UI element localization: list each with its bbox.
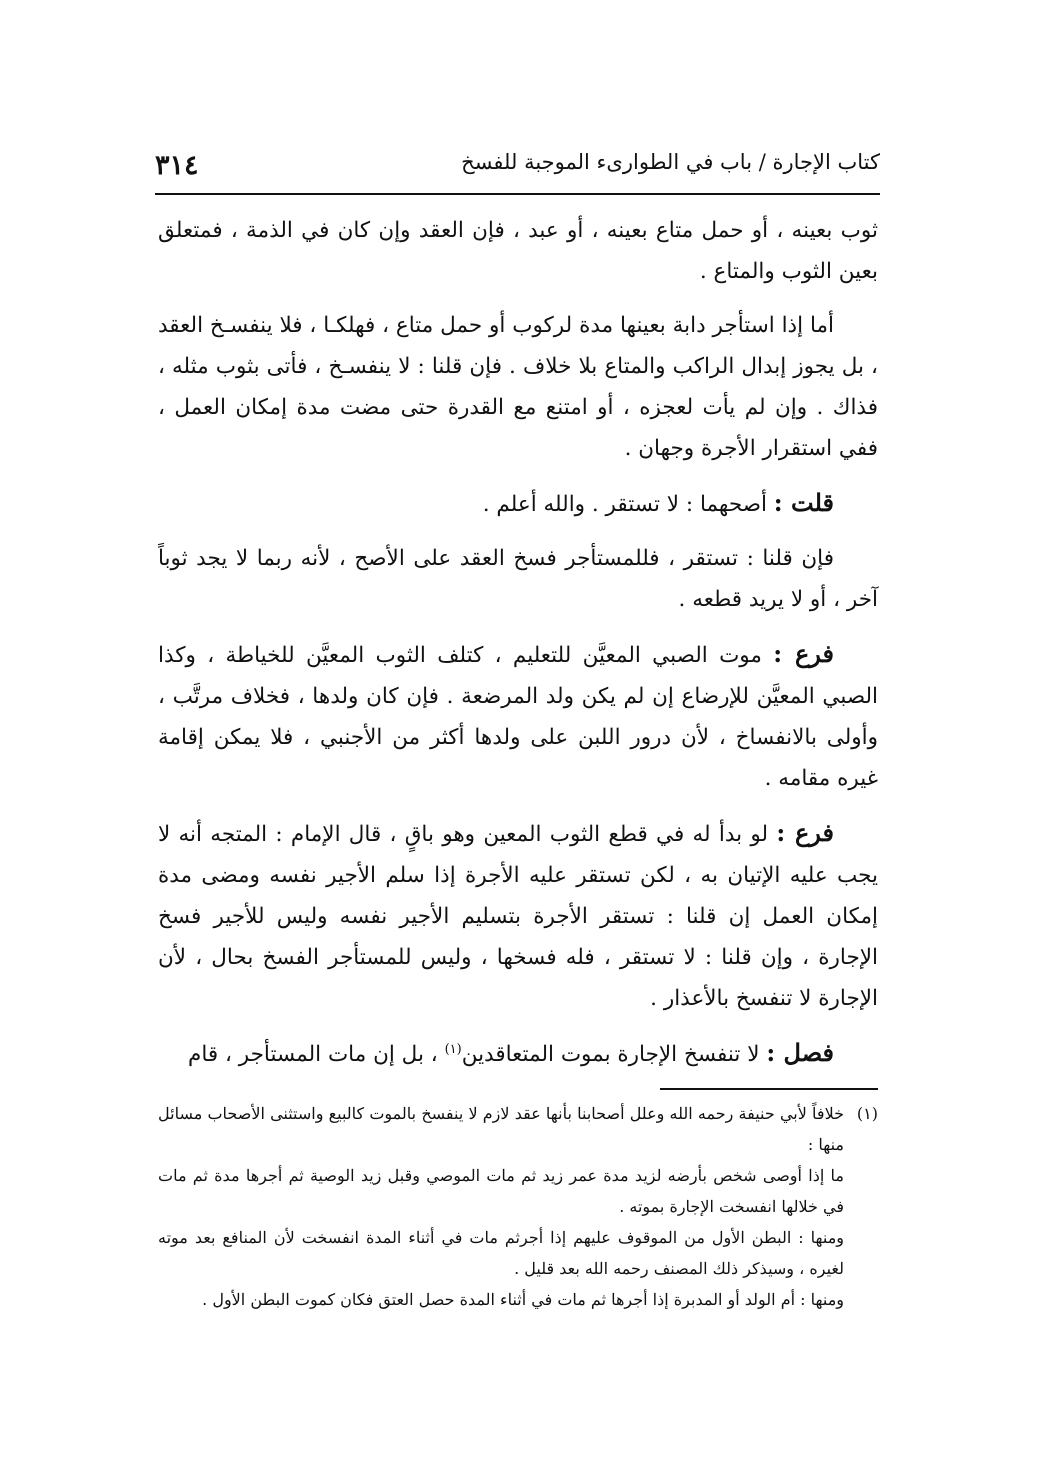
footnote-marker: (١) bbox=[856, 1104, 878, 1123]
paragraph-5 bbox=[158, 633, 878, 799]
paragraph-5-text: موت الصبي المعيَّن للتعليم ، كتلف الثوب المعيَّن للخياطة ، وكذا الصبي المعيَّن للإرضاع إن لم يكن ولد المرضعة . فإن كان ولدها ، فخلاف مرتَّب ، وأولى بالانفساخ ، لأن درور اللبن على ولدها أكثر من الأجنبي ، فلا يمكن إقامة غيره مقامه . bbox=[158, 643, 878, 791]
page-number: ٣١٤ bbox=[155, 150, 199, 181]
paragraph-3-text: أصحهما : لا تستقر . والله أعلم . bbox=[482, 492, 774, 517]
footnote-reference[interactable]: (١) bbox=[444, 1041, 462, 1057]
paragraph-7 bbox=[158, 1032, 878, 1075]
paragraph-4: فإن قلنا : تستقر ، فللمستأجر فسخ العقد على الأصح ، لأنه ربما لا يجد ثوباً آخر ، أو لا يريد قطعه . bbox=[158, 546, 878, 612]
paragraph-7-text: لا تنفسخ الإجارة بموت المتعاقدين bbox=[461, 1042, 767, 1067]
paragraph-6-lead: فرع : bbox=[776, 818, 834, 847]
footnote-1-text-1: خلافاً لأبي حنيفة رحمه الله وعلل أصحابنا بأنها عقد لازم لا ينفسخ بالموت كالبيع واستثنى الأصحاب مسائل منها : bbox=[158, 1104, 844, 1154]
paragraph-5-lead: فرع : bbox=[773, 639, 835, 668]
header-rule bbox=[155, 193, 880, 195]
paragraph-6-text: لو بدأ له في قطع الثوب المعين وهو باقٍ ، قال الإمام : المتجه أنه لا يجب عليه الإتيان به ، لكن تستقر عليه الأجرة إذا سلم الأجير نفسه ومضى مدة إمكان العمل إن قلنا : تستقر الأجرة بتسليم الأجير نفسه وليس للأجير فسخ الإجارة ، وإن قلنا : لا تستقر ، فله فسخها ، وليس للمستأجر الفسخ بحال ، لأن الإجارة لا تنفسخ بالأعذار . bbox=[158, 822, 878, 1011]
paragraph-7-tail: ، بل إن مات المستأجر ، قام bbox=[188, 1042, 445, 1067]
footnote-rule bbox=[660, 1088, 878, 1090]
running-title: كتاب الإجارة / باب في الطوارىء الموجبة للفسخ bbox=[461, 150, 880, 174]
paragraph-2: أما إذا استأجر دابة بعينها مدة لركوب أو حمل متاع ، فهلكـا ، فلا ينفسـخ العقد ، بل يجوز إبدال الراكب والمتاع بلا خلاف . فإن قلنا : لا ينفسـخ ، فأتى بثوب مثله ، فذاك . وإن لم يأت لعجزه ، أو امتنع مع القدرة حتى مضت مدة إمكان العمل ، ففي استقرار الأجرة وجهان . bbox=[158, 313, 878, 461]
footnotes bbox=[158, 1098, 878, 1315]
footnote-1-line-3: ومنها : البطن الأول من الموقوف عليهم إذا أجرثم مات في أثناء المدة انفسخت لأن المنافع بعد موته لغيره ، وسيذكر ذلك المصنف رحمه الله بعد قليل . bbox=[158, 1228, 845, 1278]
main-text bbox=[158, 210, 878, 1088]
footnote-1-line-1 bbox=[158, 1098, 878, 1160]
paragraph-6 bbox=[158, 812, 878, 1019]
page-header bbox=[155, 140, 880, 190]
paragraph-3 bbox=[158, 482, 878, 525]
footnote-1-line-4: ومنها : أم الولد أو المدبرة إذا أجرها ثم مات في أثناء المدة حصل العتق فكان كموت البطن الأول . bbox=[202, 1290, 844, 1309]
footnote-1-line-2: ما إذا أوصى شخص بأرضه لزيد مدة عمر زيد ثم مات الموصي وقبل زيد الوصية ثم أجرها مدة ثم مات في خلالها انفسخت الإجارة بموته . bbox=[158, 1166, 844, 1216]
paragraph-1: ثوب بعينه ، أو حمل متاع بعينه ، أو عبد ، فإن العقد وإن كان في الذمة ، فمتعلق بعين الثوب والمتاع . bbox=[158, 218, 878, 284]
paragraph-7-lead: فصل : bbox=[766, 1038, 834, 1067]
paragraph-3-lead: قلت : bbox=[773, 488, 834, 517]
